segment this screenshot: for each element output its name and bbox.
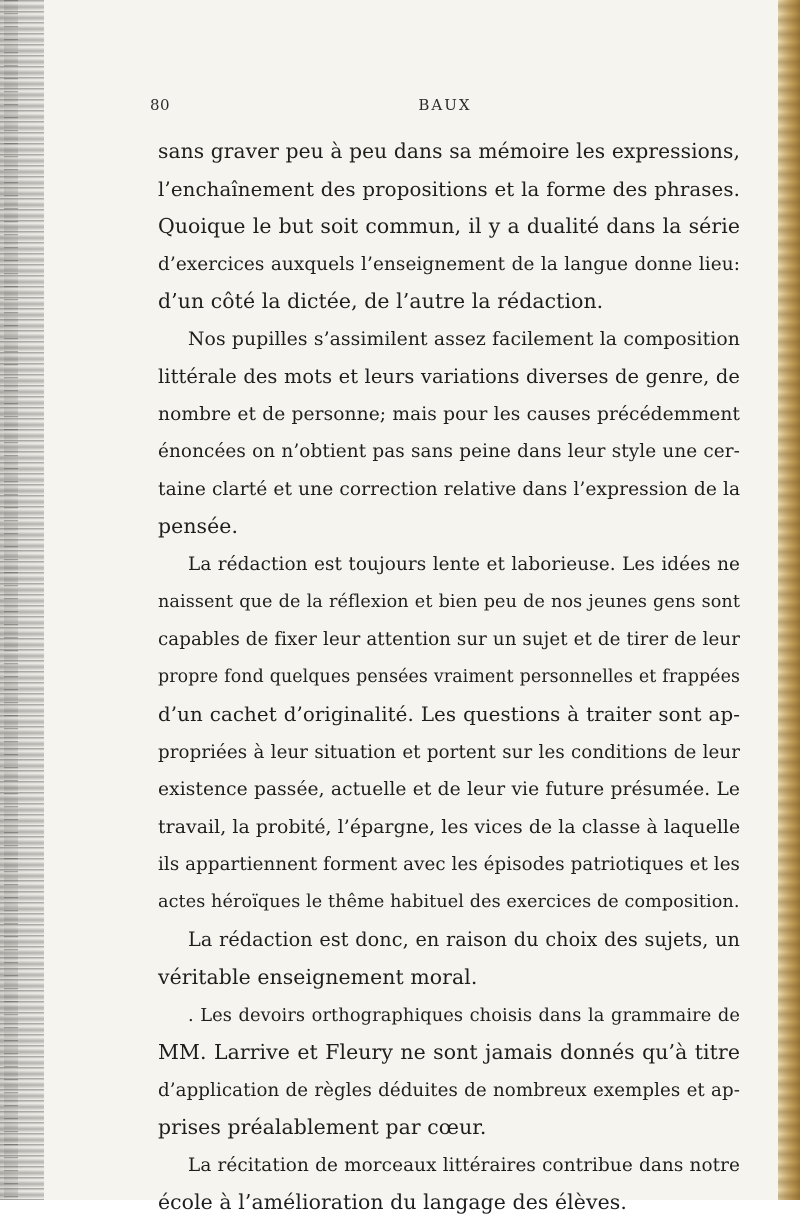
binding-edge	[0, 0, 44, 1200]
text-line: prises préalablement par cœur.	[158, 1115, 487, 1140]
text-line: naissent que de la réflexion et bien peu de nos jeunes gens sont	[158, 591, 740, 612]
text-line: Nos pupilles s’assimilent assez facilement la composition	[188, 328, 740, 350]
text-line: taine clarté et une correction relative dans l’expression de la	[158, 478, 741, 500]
text-line: pensée.	[158, 514, 239, 539]
page-header	[150, 96, 740, 118]
text-line: ils appartiennent forment avec les épisodes patriotiques et les	[158, 854, 740, 876]
text-line: d’un côté la dictée, de l’autre la rédaction.	[158, 289, 604, 314]
text-line: énoncées on n’obtient pas sans peine dans leur style une cer-	[158, 441, 740, 463]
text-line: propre fond quelques pensées vraiment personnelles et frappées	[158, 666, 740, 687]
text-line: actes héroïques le thême habituel des exercices de composition.	[158, 891, 740, 912]
text-line: capables de fixer leur attention sur un sujet et de tirer de leur	[158, 629, 740, 651]
text-line: littérale des mots et leurs variations diverses de genre, de	[158, 365, 740, 389]
text-line: d’application de règles déduites de nombreux exemples et ap-	[158, 1079, 740, 1101]
text-line: véritable enseignement moral.	[158, 965, 478, 990]
text-line: sans graver peu à peu dans sa mémoire les expressions,	[158, 139, 740, 163]
text-line: l’enchaînement des propositions et la forme des phrases.	[158, 177, 740, 201]
text-line: d’un cachet d’originalité. Les questions à traiter sont ap-	[158, 703, 740, 727]
text-line: . Les devoirs orthographiques choisis dans la grammaire de	[188, 1004, 740, 1026]
text-line: La rédaction est toujours lente et laborieuse. Les idées ne	[188, 554, 740, 576]
body-text	[158, 133, 740, 1222]
page-edge	[778, 0, 800, 1200]
text-line: d’exercices auxquels l’enseignement de la langue donne lieu:	[158, 253, 740, 275]
text-line: nombre et de personne; mais pour les causes précédemment	[158, 403, 740, 425]
running-head: BAUX	[418, 96, 472, 114]
text-line: La rédaction est donc, en raison du choix des sujets, un	[188, 928, 740, 952]
text-line: MM. Larrive et Fleury ne sont jamais donnés qu’à titre	[158, 1040, 740, 1065]
text-line: La récitation de morceaux littéraires contribue dans notre	[188, 1154, 740, 1176]
text-line: propriées à leur situation et portent sur les conditions de leur	[158, 741, 740, 763]
text-line: Quoique le but soit commun, il y a dualité dans la série	[158, 214, 740, 239]
page-number: 80	[150, 96, 171, 114]
text-line: travail, la probité, l’épargne, les vices de la classe à laquelle	[158, 816, 741, 838]
text-line: école à l’amélioration du langage des élèves.	[158, 1190, 627, 1215]
text-line: existence passée, actuelle et de leur vie future présumée. Le	[158, 779, 740, 801]
